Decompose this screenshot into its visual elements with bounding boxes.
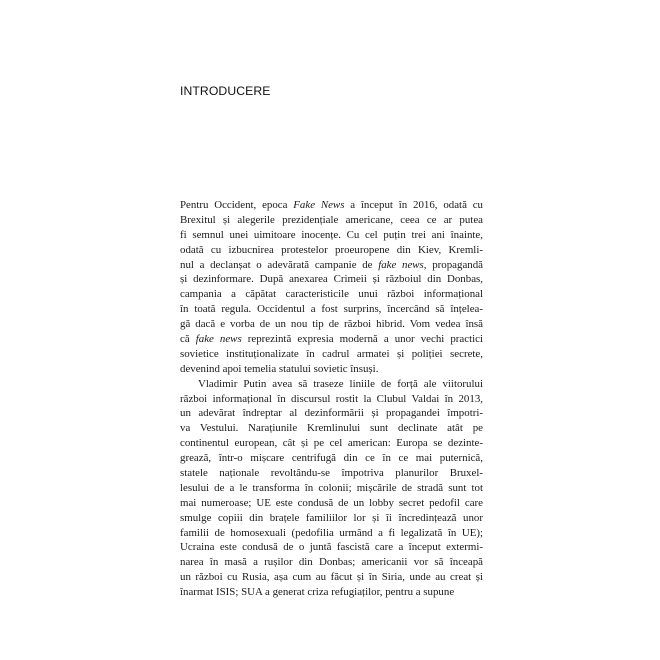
text-line: grează, într-o mișcare centrifugă din ce în ce mai puternică,	[180, 452, 483, 465]
text-line: sovietice instituționalizate în cadrul armatei și poliției secrete,	[180, 347, 483, 360]
text-line: război informațional în discursul rostit la Clubul Valdai în 2013,	[180, 392, 483, 405]
text-line: în toată regula. Occidentul a fost surprins, încercând să înțelea-	[180, 303, 483, 316]
text-line: un război cu Rusia, așa cum au făcut și în Siria, unde au creat și	[180, 571, 483, 584]
text-line: Vladimir Putin avea să traseze liniile de forță ale viitorului	[198, 377, 483, 390]
text-line: va Vestului. Narațiunile Kremlinului sunt declinate atât pe	[180, 422, 483, 435]
text-line: statele naționale revoltându-se împotriva planurilor Bruxel-	[180, 467, 483, 480]
text-line: devenind apoi temelia statului sovietic însuși.	[180, 362, 379, 375]
text-line: continentul european, cât și pe cel american: Europa se dezinte-	[180, 437, 483, 450]
text-line: mai numeroase; UE este condusă de un lobby secret pedofil care	[180, 496, 483, 509]
text-line: Ucraina este condusă de o juntă fascistă care a început extermi-	[180, 541, 483, 554]
text-line: și dezinformare. După anexarea Crimeii și războiul din Donbas,	[180, 273, 483, 286]
chapter-heading: INTRODUCERE	[180, 84, 271, 98]
text-line: odată cu izbucnirea protestelor proeuropene din Kiev, Kremli-	[180, 243, 483, 256]
text-line: narea în masă a rușilor din Donbas; americanii vor să înceapă	[180, 556, 483, 569]
italic-term: Fake News	[293, 199, 345, 211]
body-text	[180, 198, 483, 600]
text-line: Brexitul și alegerile prezidențiale americane, ceea ce ar putea	[180, 213, 483, 226]
paragraph-1	[180, 198, 483, 377]
text-line: gă dacă e vorba de un nou tip de război hibrid. Vom vedea însă	[180, 318, 483, 331]
italic-term: fake news	[195, 333, 242, 346]
text-line: familii de homosexuali (pedofilia urmând a fi legalizată în UE);	[180, 526, 483, 539]
text-line: un adevărat îndreptar al dezinformării și propagandei împotri-	[180, 407, 483, 420]
text-line: lesului de a le transforma în colonii; mișcările de stradă sunt tot	[180, 481, 483, 494]
paragraph-2	[180, 377, 483, 600]
text-line: fi semnul unei uimitoare inocențe. Cu cel puțin trei ani înainte,	[180, 228, 483, 241]
text-line: că fake news reprezintă expresia modernă a unor vechi practici	[180, 333, 483, 346]
text-line: Pentru Occident, epoca Fake News a început în 2016, odată cu	[180, 199, 483, 211]
text-line: înarmat ISIS; SUA a generat criza refugiaților, pentru a supune	[180, 586, 455, 599]
italic-term: fake news	[378, 258, 424, 271]
text-line: smulge copiii din brațele familiilor lor și îi încredințează unor	[180, 511, 483, 524]
text-line: campania a căpătat caracteristicile unui război informațional	[180, 288, 483, 301]
text-line: nul a declanșat o adevărată campanie de fake news, propagandă	[180, 258, 483, 271]
